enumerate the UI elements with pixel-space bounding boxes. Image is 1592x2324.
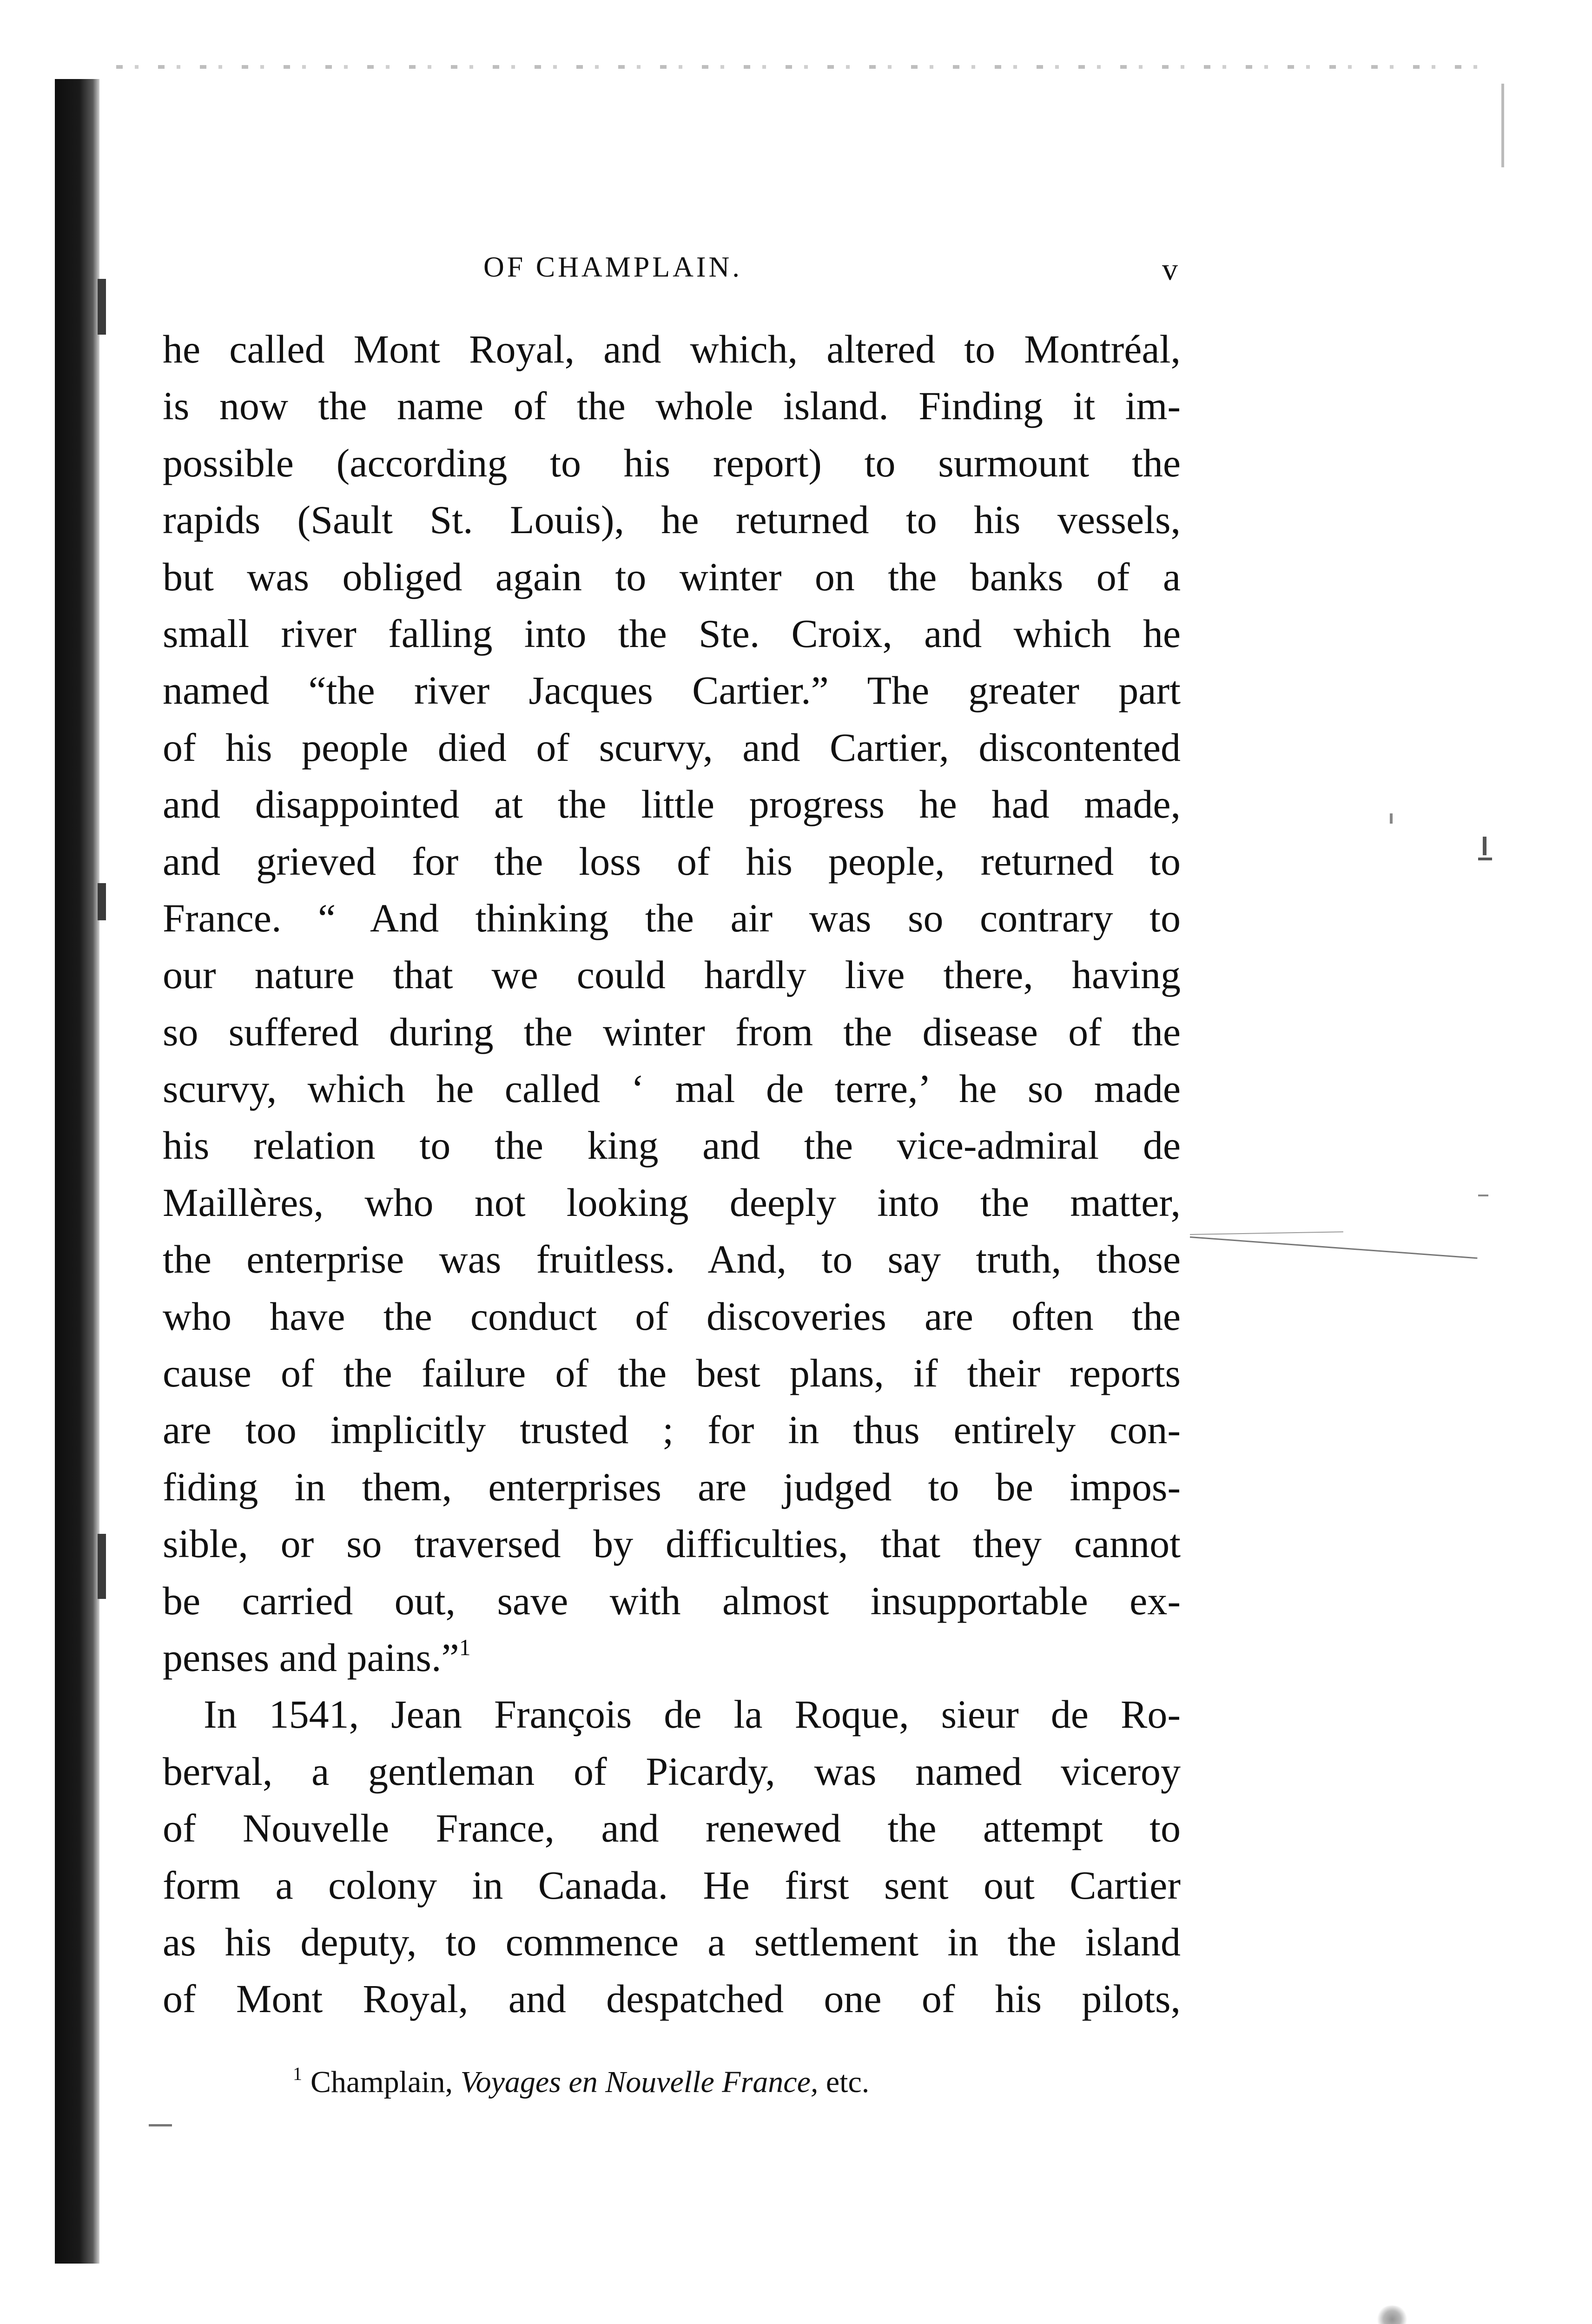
- text-line: cause of the failure of the best plans, if their reports: [163, 1351, 1181, 1396]
- text-line: but was obliged again to winter on the banks of a: [163, 554, 1181, 599]
- page-binding-edge: [55, 79, 99, 2264]
- text-line: be carried out, save with almost insupportable ex-: [163, 1578, 1181, 1623]
- text-line: of Mont Royal, and despatched one of his pilots,: [163, 1976, 1181, 2021]
- scan-mark: [1478, 1195, 1488, 1196]
- body-text: [163, 321, 1181, 2027]
- pencil-stroke: [1190, 1236, 1478, 1259]
- text-line: so suffered during the winter from the disease of the: [163, 1009, 1181, 1054]
- text-line: of his people died of scurvy, and Cartier, discontented: [163, 725, 1181, 770]
- text-line: and disappointed at the little progress he had made,: [163, 782, 1181, 827]
- scan-smudge: [1376, 2305, 1408, 2324]
- footnote-suffix: etc.: [826, 2065, 870, 2099]
- footnote-author: Champlain,: [310, 2065, 453, 2099]
- scan-speck: [98, 1534, 106, 1599]
- text-line: sible, or so traversed by difficulties, that they cannot: [163, 1521, 1181, 1566]
- text-line: rapids (Sault St. Louis), he returned to his vessels,: [163, 497, 1181, 542]
- paragraph-first-line: In 1541, Jean François de la Roque, sieur de Ro-: [204, 1692, 1181, 1737]
- scan-mark: [1501, 84, 1504, 167]
- text-line: he called Mont Royal, and which, altered to Montréal,: [163, 327, 1181, 371]
- text-line-last: [163, 1629, 1181, 1686]
- text-line: berval, a gentleman of Picardy, was named viceroy: [163, 1749, 1181, 1794]
- footnote-title: Voyages en Nouvelle France,: [460, 2065, 819, 2099]
- scan-speck: [98, 883, 106, 920]
- scan-mark: [149, 2124, 172, 2126]
- text-line: scurvy, which he called ‘ mal de terre,’ he so made: [163, 1066, 1181, 1111]
- text-line: the enterprise was fruitless. And, to say truth, those: [163, 1237, 1181, 1282]
- text-line: are too implicitly trusted ; for in thus entirely con-: [163, 1407, 1181, 1452]
- text-line: of Nouvelle France, and renewed the attempt to: [163, 1806, 1181, 1851]
- text-line: France. “ And thinking the air was so contrary to: [163, 895, 1181, 940]
- text-line: small river falling into the Ste. Croix, and which he: [163, 611, 1181, 656]
- scan-mark: [1483, 837, 1486, 855]
- page-number: v: [1162, 251, 1181, 287]
- text-line: our nature that we could hardly live there, having: [163, 952, 1181, 997]
- text-line: fiding in them, enterprises are judged to be impos-: [163, 1464, 1181, 1509]
- pencil-stroke: [1190, 1231, 1343, 1235]
- text-line: and grieved for the loss of his people, returned to: [163, 838, 1181, 884]
- running-head: [163, 251, 1181, 288]
- text-line: his relation to the king and the vice-admiral de: [163, 1123, 1181, 1168]
- text-line: possible (according to his report) to surmount the: [163, 440, 1181, 485]
- scan-mark: [1478, 858, 1492, 860]
- running-head-title: OF CHAMPLAIN.: [483, 251, 742, 283]
- scan-speck: [98, 279, 106, 335]
- text-line: form a colony in Canada. He first sent out Cartier: [163, 1862, 1181, 1908]
- footnote-marker: 1: [293, 2063, 302, 2084]
- text-line-content: penses and pains.”: [163, 1635, 459, 1680]
- text-line: who have the conduct of discoveries are often the: [163, 1294, 1181, 1339]
- footnote-reference[interactable]: 1: [459, 1634, 471, 1660]
- text-line: as his deputy, to commence a settlement in the island: [163, 1919, 1181, 1964]
- footnote: [293, 2064, 1176, 2101]
- text-line: Maillères, who not looking deeply into the matter,: [163, 1180, 1181, 1225]
- text-line: is now the name of the whole island. Finding it im-: [163, 383, 1181, 429]
- scan-top-noise: [116, 65, 1487, 69]
- text-line: named “the river Jacques Cartier.” The greater part: [163, 668, 1181, 713]
- scan-mark: [1390, 813, 1393, 824]
